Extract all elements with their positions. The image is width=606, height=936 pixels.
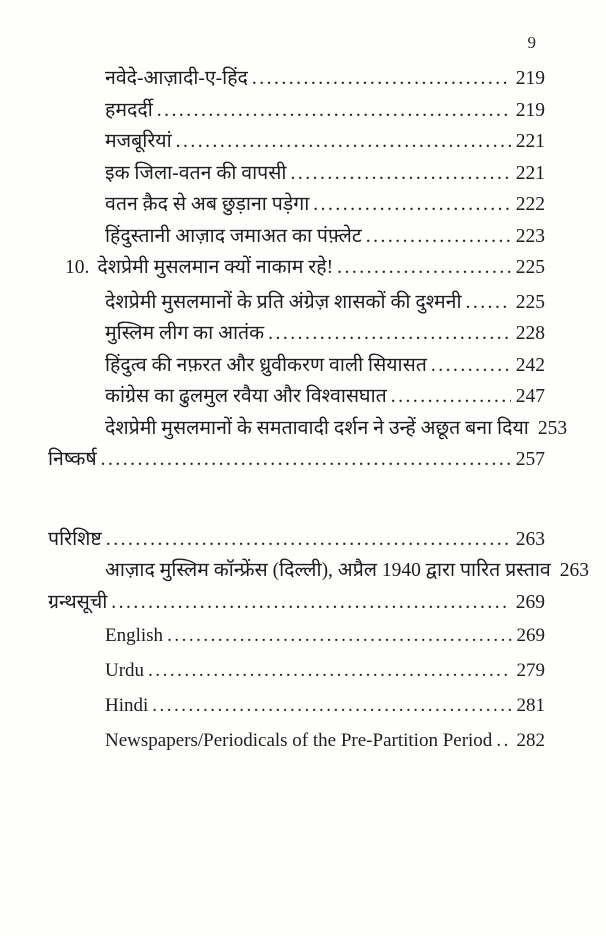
- toc-entry-title: Hindi: [105, 695, 149, 716]
- toc-entry-page: 269: [515, 591, 545, 613]
- toc-entry-page: 223: [515, 225, 545, 247]
- toc-entry: [0, 189, 545, 221]
- dot-leader: [157, 95, 511, 127]
- toc-entry-page: 269: [516, 625, 545, 646]
- toc-entry-title: Urdu: [105, 660, 145, 681]
- toc-entry-title: इक जिला-वतन की वापसी: [105, 162, 287, 184]
- toc-entry-page: 247: [515, 386, 545, 407]
- toc-entry: [0, 287, 545, 319]
- toc-entry-title: English: [105, 625, 164, 646]
- toc-entry-title: Newspapers/Periodicals of the Pre-Partition Period: [105, 730, 493, 751]
- dot-leader: [366, 221, 511, 253]
- dot-leader: [106, 524, 511, 556]
- dot-leader: [152, 688, 511, 723]
- toc-entry: [0, 413, 568, 445]
- toc-entry: [0, 444, 545, 476]
- toc-entry: [0, 555, 590, 587]
- toc-entry-title: कांग्रेस का ढुलमुल रवैया और विश्वासघात: [105, 386, 387, 407]
- toc-entry-page: 282: [516, 730, 545, 751]
- toc-entry-title: देशप्रेमी मुसलमानों के समतावादी दर्शन ने उन्हें अछूत बना दिया: [105, 417, 529, 439]
- dot-leader: [111, 587, 510, 619]
- toc-entry: [0, 63, 545, 95]
- toc-entry-page: 221: [515, 131, 545, 152]
- toc-entry-title: ग्रन्थसूची: [48, 591, 108, 613]
- toc-entry-page: 225: [515, 257, 545, 278]
- toc-entry: [0, 653, 545, 688]
- dot-leader: [101, 444, 511, 476]
- dot-leader: [148, 653, 511, 688]
- toc-entry-title: मजबूरियां: [105, 131, 172, 152]
- dot-leader: [167, 618, 511, 653]
- dot-leader: [391, 381, 511, 413]
- toc-entry-page: 228: [515, 323, 545, 344]
- dot-leader: [252, 63, 511, 95]
- toc-entry-page: 221: [515, 162, 545, 184]
- toc-entry: [0, 95, 545, 127]
- toc-entry: [0, 350, 545, 382]
- toc-entry-title: आज़ाद मुस्लिम कॉन्फ्रेंस (दिल्ली), अप्रैल 1940 द्वारा पारित प्रस्ताव: [105, 560, 551, 581]
- toc-entry-page: 257: [515, 449, 545, 470]
- toc-entry-title: हिंदुत्व की नफ़रत और ध्रुवीकरण वाली सियासत: [105, 354, 427, 376]
- toc-entry-page: 225: [515, 291, 545, 313]
- dot-leader: [496, 723, 511, 758]
- page-number-header: 9: [527, 33, 536, 52]
- toc-entry-title: निष्कर्ष: [48, 449, 97, 470]
- toc-entry-title: वतन क़ैद से अब छुड़ाना पड़ेगा: [105, 194, 310, 215]
- toc-entry: [0, 126, 545, 158]
- dot-leader: [431, 350, 511, 382]
- table-of-contents: [0, 63, 606, 758]
- dot-leader: [337, 252, 511, 284]
- toc-entry-page: 263: [559, 560, 590, 581]
- toc-entry-page: 281: [516, 695, 545, 716]
- toc-entry-title: देशप्रेमी मुसलमानों के प्रति अंग्रेज़ शासकों की दुश्मनी: [105, 291, 462, 313]
- toc-entry-page: 222: [515, 194, 545, 215]
- toc-entry: [0, 381, 545, 413]
- toc-entry: [0, 688, 545, 723]
- toc-entry-page: 253: [537, 417, 568, 439]
- toc-entry-page: 242: [515, 354, 545, 376]
- toc-entry: [0, 252, 545, 284]
- toc-entry: [0, 723, 545, 758]
- toc-entry: [0, 524, 545, 556]
- dot-leader: [313, 189, 510, 221]
- toc-entry: [0, 587, 545, 619]
- toc-entry-page: 279: [516, 660, 545, 681]
- dot-leader: [176, 126, 511, 158]
- toc-entry-title: हिंदुस्तानी आज़ाद जमाअत का पंफ़्लेट: [105, 225, 362, 247]
- toc-entry-title: नवेदे-आज़ादी-ए-हिंद: [105, 68, 248, 89]
- toc-entry: [0, 618, 545, 653]
- toc-entry-page: 263: [515, 528, 545, 550]
- toc-entry: [0, 318, 545, 350]
- dot-leader: [466, 287, 511, 319]
- dot-leader: [268, 318, 511, 350]
- dot-leader: [290, 158, 510, 190]
- toc-entry: [0, 221, 545, 253]
- toc-entry-page: 219: [515, 99, 545, 121]
- toc-entry-title: परिशिष्ट: [48, 528, 102, 550]
- toc-entry-number: 10.: [65, 257, 90, 278]
- toc-entry-title: मुस्लिम लीग का आतंक: [105, 323, 265, 344]
- toc-entry-title: हमदर्दी: [105, 99, 153, 121]
- toc-entry: [0, 158, 545, 190]
- toc-entry-page: 219: [515, 68, 545, 89]
- toc-entry-title: देशप्रेमी मुसलमान क्यों नाकाम रहे!: [97, 257, 334, 278]
